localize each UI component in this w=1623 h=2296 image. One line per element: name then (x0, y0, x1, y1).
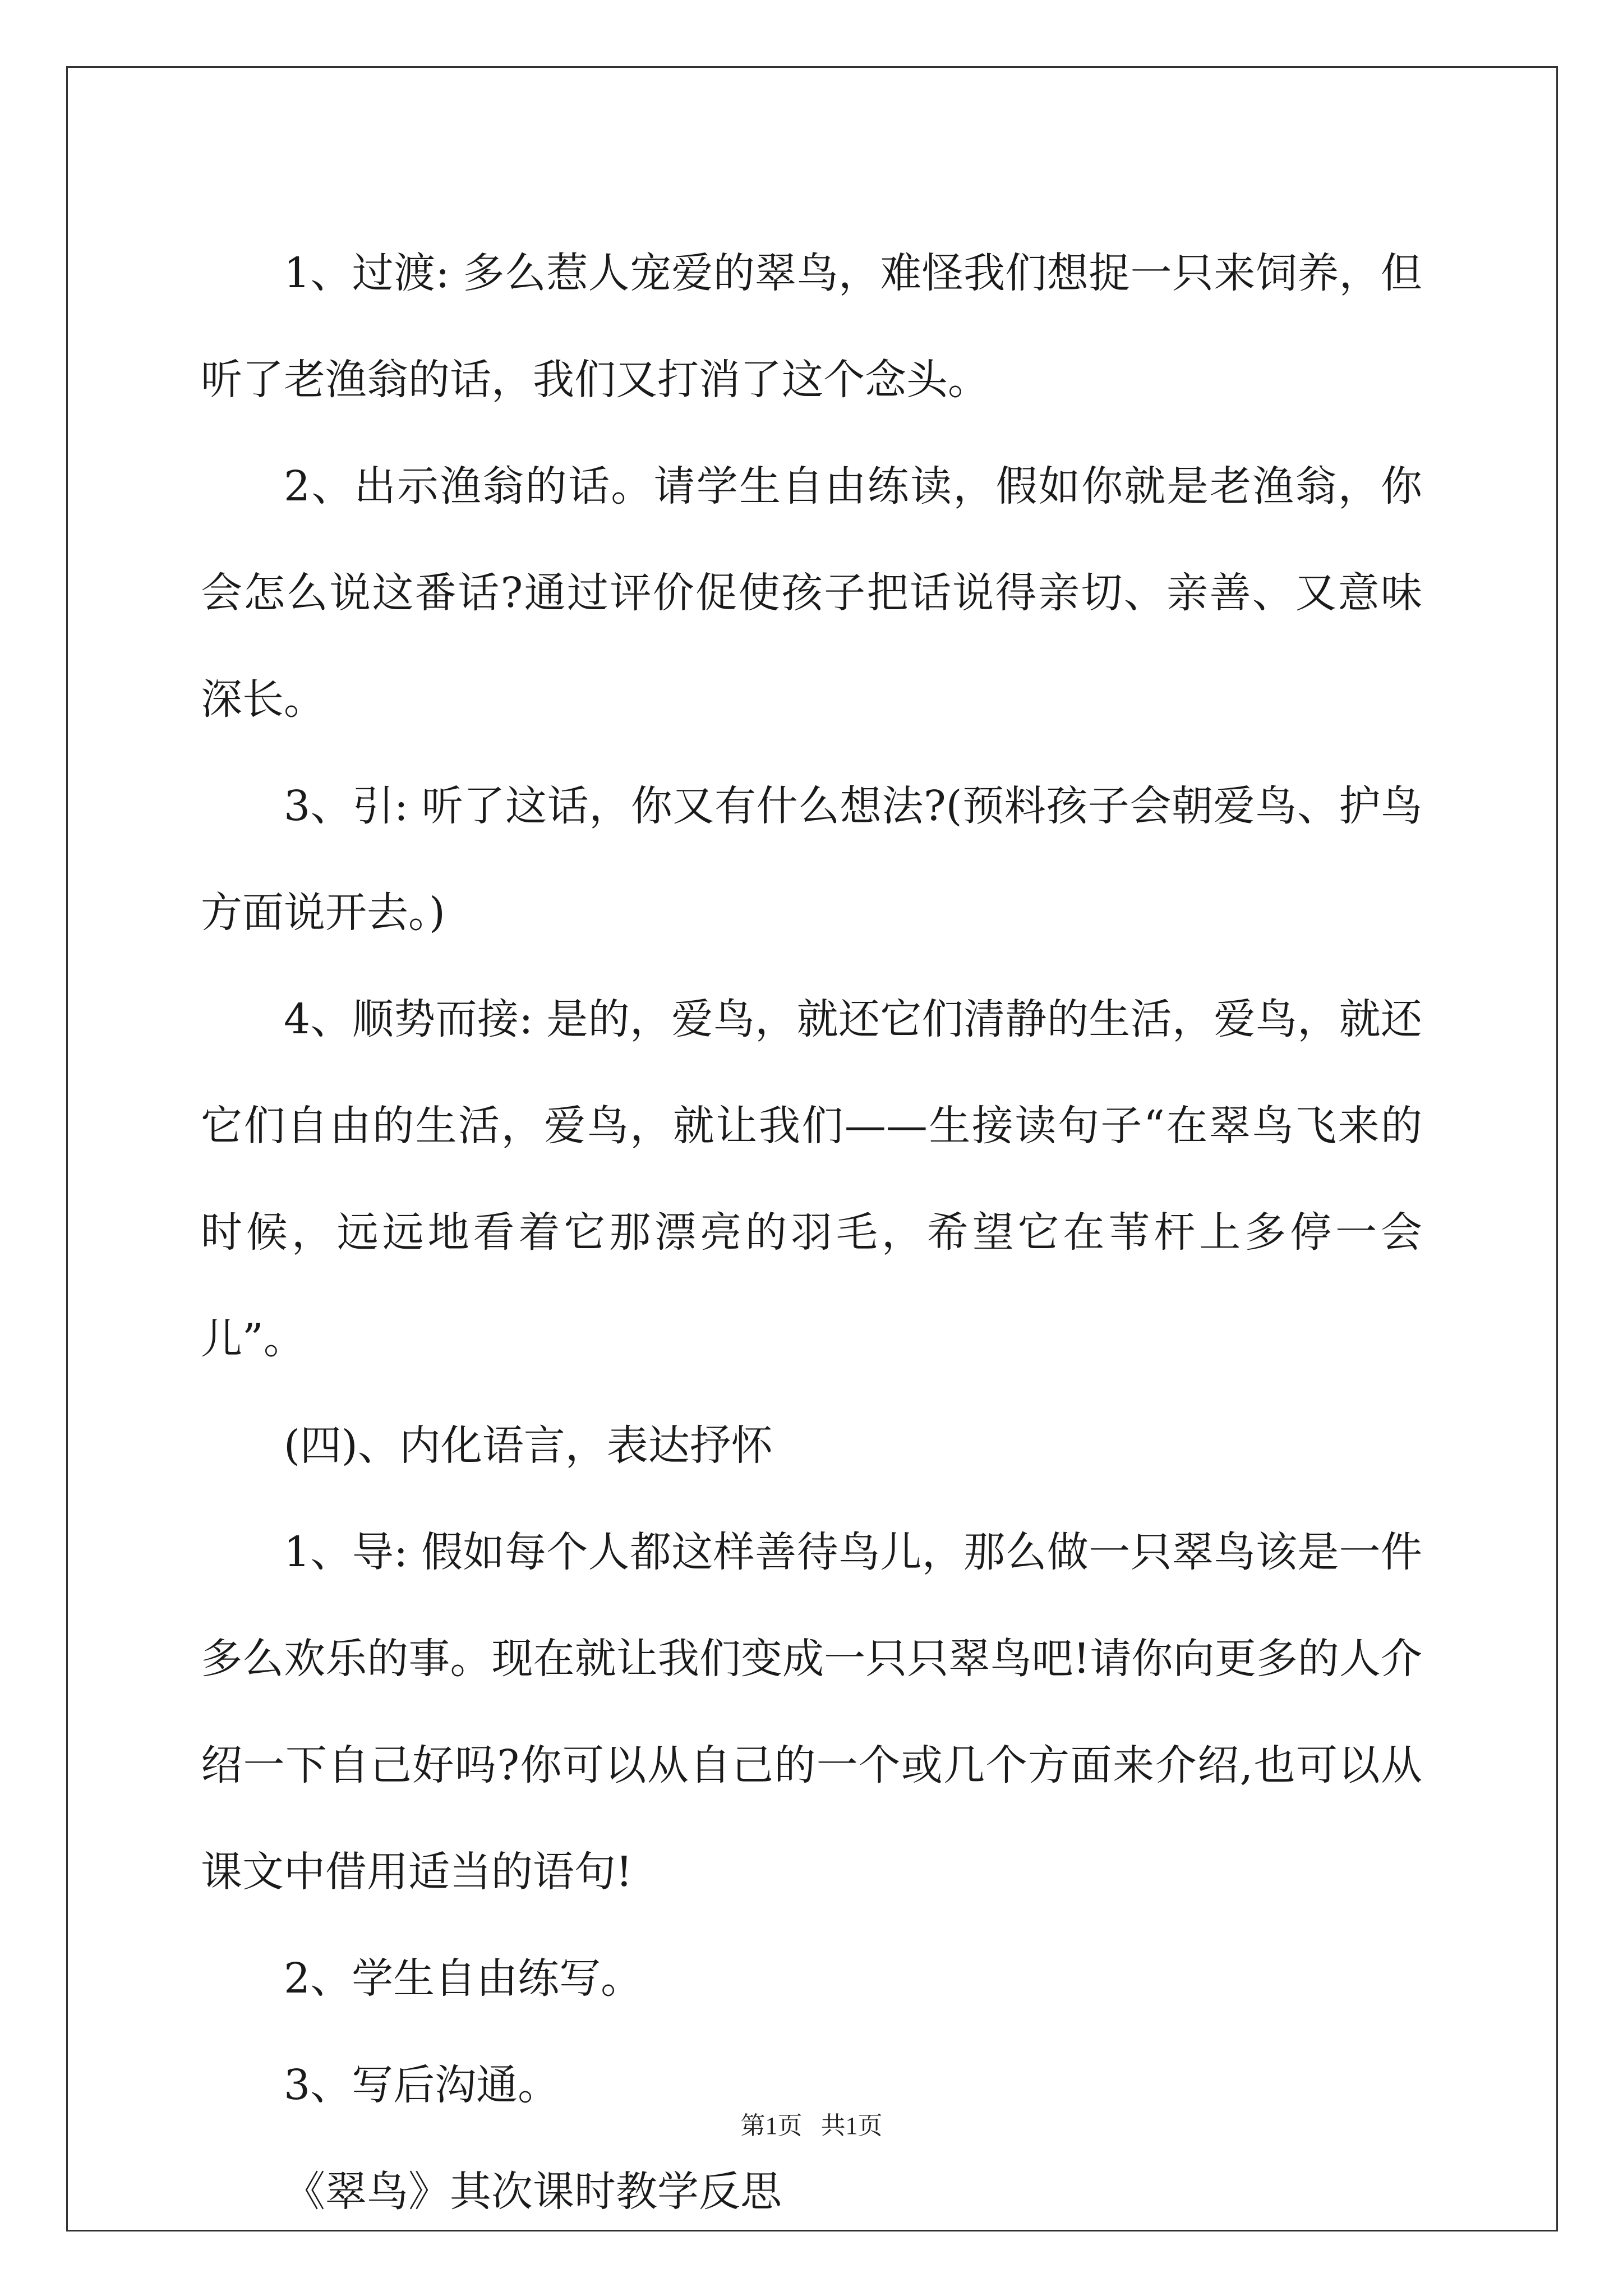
paragraph-3: 3、引: 听了这话，你又有什么想法?(预料孩子会朝爱鸟、护鸟方面说开去。) (201, 782, 1422, 937)
paragraph-7: 3、写后沟通。 (284, 2061, 560, 2109)
paragraph-4: 4、顺势而接: 是的，爱鸟，就还它们清静的生活，爱鸟，就还它们自由的生活，爱鸟，就让我们——生接读句子“在翠鸟飞来的时候，远远地看着它那漂亮的羽毛，希望它在苇杆上多停一会儿”。 (201, 995, 1422, 1363)
paragraph-6: 2、学生自由练写。 (284, 1954, 643, 2003)
document-body (201, 220, 1422, 2245)
section-heading: (四)、内化语言，表达抒怀 (284, 1421, 773, 1470)
reflection-title: 《翠鸟》其次课时教学反思 (284, 2168, 782, 2216)
page-number: 第1页 共1页 (740, 2112, 883, 2139)
page-footer (0, 2109, 1623, 2143)
paragraph-5: 1、导: 假如每个人都这样善待鸟儿，那么做一只翠鸟该是一件多么欢乐的事。现在就让我们变成一只只翠鸟吧!请你向更多的人介绍一下自己好吗?你可以从自己的一个或几个方面来介绍,也可以从课文中借用适当的语句! (201, 1528, 1422, 1896)
paragraph-2: 2、出示渔翁的话。请学生自由练读，假如你就是老渔翁，你会怎么说这番话?通过评价促使孩子把话说得亲切、亲善、又意味深长。 (201, 462, 1422, 724)
paragraph-1: 1、过渡: 多么惹人宠爱的翠鸟，难怪我们想捉一只来饲养，但听了老渔翁的话，我们又打消了这个念头。 (201, 249, 1422, 404)
